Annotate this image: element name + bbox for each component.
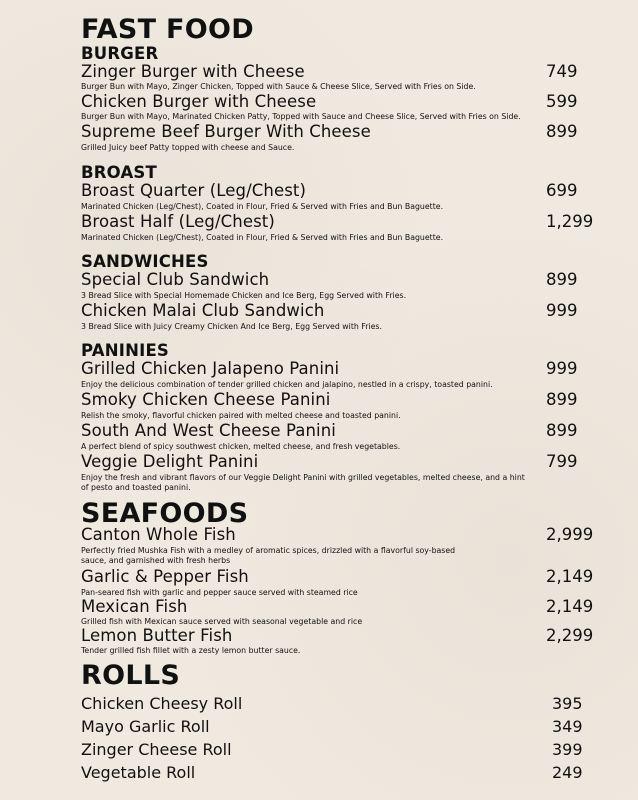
item-name: Veggie Delight Panini	[81, 452, 259, 471]
item-description: Relish the smoky, flavorful chicken paired with melted cheese and toasted panini.	[81, 411, 401, 420]
item-description: Enjoy the delicious combination of tender grilled chicken and jalapino, nestled in a crispy, toasted panini.	[81, 380, 493, 389]
item-name: Grilled Chicken Jalapeno Panini	[81, 359, 340, 378]
item-name: Mexican Fish	[81, 597, 188, 616]
item-price: 2,299	[546, 626, 594, 645]
item-name: Garlic & Pepper Fish	[81, 567, 249, 586]
item-description: A perfect blend of spicy southwest chicken, melted cheese, and fresh vegetables.	[81, 442, 401, 451]
category-title-burger: BURGER	[81, 44, 159, 63]
item-description: Enjoy the fresh and vibrant flavors of our Veggie Delight Panini with grilled vegetables, melted cheese, and a hint of pesto and toasted panini.	[81, 473, 525, 492]
item-price: 799	[546, 452, 578, 471]
item-description: Tender grilled fish fillet with a zesty lemon butter sauce.	[81, 646, 301, 655]
item-name: Chicken Malai Club Sandwich	[81, 301, 325, 320]
item-description: 3 Bread Slice with Special Homemade Chicken and Ice Berg, Egg Served with Fries.	[81, 291, 407, 300]
section-title-seafoods: SEAFOODS	[81, 498, 249, 529]
item-price: 599	[546, 92, 578, 111]
item-description: Perfectly fried Mushka Fish with a medley of aromatic spices, drizzled with a flavorful soy-based sauce, and garnished with fresh herbs	[81, 546, 456, 565]
item-description: Burger Bun with Mayo, Marinated Chicken Patty, Topped with Sauce and Cheese Slice, Served with Fries on Side.	[81, 112, 521, 121]
item-price: 749	[546, 62, 578, 81]
item-name: Lemon Butter Fish	[81, 626, 233, 645]
section-title-rolls: ROLLS	[81, 660, 181, 691]
item-name: Mayo Garlic Roll	[81, 717, 210, 736]
item-description: Pan-seared fish with garlic and pepper sauce served with steamed rice	[81, 588, 358, 597]
item-description: Marinated Chicken (Leg/Chest), Coated in Flour, Fried & Served with Fries and Bun Baguette.	[81, 202, 444, 211]
item-price: 2,149	[546, 597, 594, 616]
item-price: 1,299	[546, 212, 594, 231]
item-description: 3 Bread Slice with Juicy Creamy Chicken And Ice Berg, Egg Served with Fries.	[81, 322, 382, 331]
item-name: Chicken Burger with Cheese	[81, 92, 317, 111]
item-description: Burger Bun with Mayo, Zinger Chicken, Topped with Sauce & Cheese Slice, Served with Fries on Side.	[81, 82, 476, 91]
item-price: 899	[546, 122, 578, 141]
item-name: Zinger Cheese Roll	[81, 740, 232, 759]
item-name: Broast Half (Leg/Chest)	[81, 212, 275, 231]
item-price: 2,999	[546, 525, 594, 544]
item-name: South And West Cheese Panini	[81, 421, 336, 440]
item-price: 699	[546, 181, 578, 200]
item-price: 899	[546, 270, 578, 289]
category-title-broast: BROAST	[81, 163, 157, 182]
item-name: Vegetable Roll	[81, 763, 196, 782]
item-price: 999	[546, 359, 578, 378]
item-price: 899	[546, 390, 578, 409]
item-price: 249	[552, 763, 583, 782]
item-name: Special Club Sandwich	[81, 270, 270, 289]
item-price: 999	[546, 301, 578, 320]
item-name: Smoky Chicken Cheese Panini	[81, 390, 331, 409]
item-description: Grilled fish with Mexican sauce served with seasonal vegetable and rice	[81, 617, 363, 626]
item-price: 899	[546, 421, 578, 440]
category-title-sandwiches: SANDWICHES	[81, 252, 209, 271]
section-title-fast-food: FAST FOOD	[81, 14, 254, 45]
item-price: 2,149	[546, 567, 594, 586]
category-title-paninies: PANINIES	[81, 341, 169, 360]
item-description: Grilled Juicy beef Patty topped with cheese and Sauce.	[81, 143, 295, 152]
item-name: Supreme Beef Burger With Cheese	[81, 122, 371, 141]
item-name: Chicken Cheesy Roll	[81, 694, 243, 713]
item-price: 349	[552, 717, 583, 736]
item-price: 399	[552, 740, 583, 759]
item-price: 395	[552, 694, 583, 713]
item-name: Broast Quarter (Leg/Chest)	[81, 181, 307, 200]
item-name: Canton Whole Fish	[81, 525, 236, 544]
item-name: Zinger Burger with Cheese	[81, 62, 305, 81]
item-description: Marinated Chicken (Leg/Chest), Coated in Flour, Fried & Served with Fries and Bun Baguette.	[81, 233, 444, 242]
